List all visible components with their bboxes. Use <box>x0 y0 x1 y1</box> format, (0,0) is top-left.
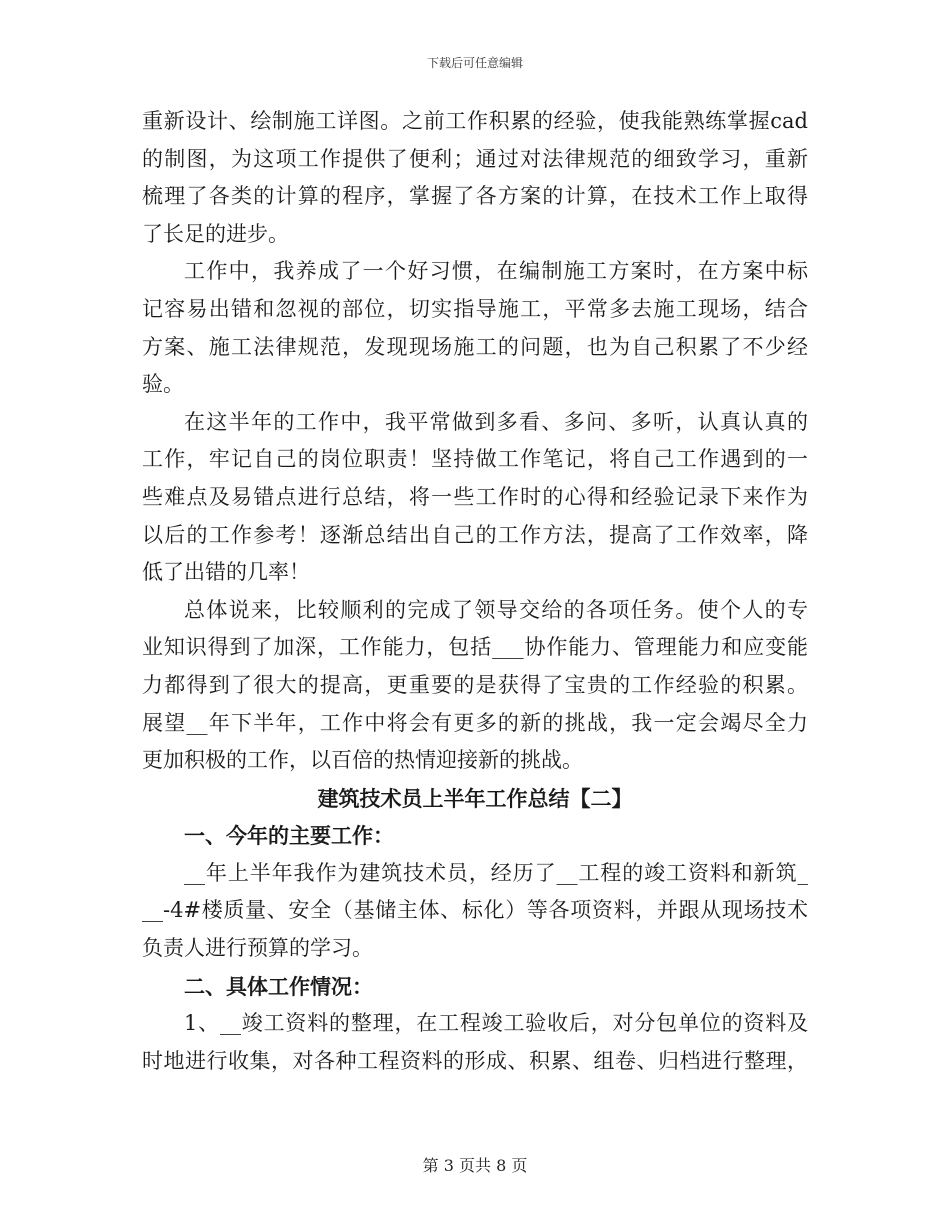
section-heading: 二、具体工作情况： <box>184 973 373 999</box>
body-line: 重新设计、绘制施工详图。之前工作积累的经验，使我能熟练掌握cad <box>142 109 808 133</box>
page-indicator: 第 3 页共 8 页 <box>422 1156 528 1175</box>
body-line: 验。 <box>142 372 184 397</box>
body-line: 负责人进行预算的学习。 <box>142 936 373 961</box>
header-note: 下载后可任意编辑 <box>426 56 523 70</box>
body-line: 的制图，为这项工作提供了便利；通过对法律规范的细致学习，重新 <box>142 146 808 171</box>
body-line: 工作，牢记自己的岗位职责！坚持做工作笔记，将自己工作遇到的一 <box>142 447 808 472</box>
body-line: 在这半年的工作中，我平常做到多看、多问、多听，认真认真的 <box>184 409 808 434</box>
body-line: 业知识得到了加深，工作能力，包括___协作能力、管理能力和应变能 <box>142 635 808 660</box>
body-line: 记容易出错和忽视的部位，切实指导施工，平常多去施工现场，结合 <box>142 296 808 321</box>
body-line: 展望__年下半年，工作中将会有更多的新的挑战，我一定会竭尽全力 <box>142 710 808 735</box>
section-title: 建筑技术员上半年工作总结【二】 <box>317 785 633 811</box>
body-line: __年上半年我作为建筑技术员，经历了__工程的竣工资料和新筑_ <box>184 860 808 885</box>
body-line: 工作中，我养成了一个好习惯，在编制施工方案时，在方案中标 <box>184 259 808 284</box>
body-line: 些难点及易错点进行总结，将一些工作时的心得和经验记录下来作为 <box>142 484 808 509</box>
body-line: 1、__竣工资料的整理，在工程竣工验收后，对分包单位的资料及 <box>184 1011 808 1036</box>
section-heading: 一、今年的主要工作： <box>184 823 394 849</box>
body-line: 更加积极的工作，以百倍的热情迎接新的挑战。 <box>142 748 583 773</box>
body-line: 力都得到了很大的提高，更重要的是获得了宝贵的工作经验的积累。 <box>142 672 808 697</box>
body-line: 方案、施工法律规范，发现现场施工的问题，也为自己积累了不少经 <box>142 334 808 359</box>
body-line: 低了出错的几率！ <box>142 560 310 585</box>
body-line: 以后的工作参考！逐渐总结出自己的工作方法，提高了工作效率，降 <box>142 522 808 547</box>
body-line: 梳理了各类的计算的程序，掌握了各方案的计算，在技术工作上取得 <box>142 184 808 209</box>
body-line: 时地进行收集，对各种工程资料的形成、积累、组卷、归档进行整理， <box>142 1048 808 1073</box>
body-line: 总体说来，比较顺利的完成了领导交给的各项任务。使个人的专 <box>184 597 808 622</box>
document-body <box>142 103 808 1080</box>
body-line: 了长足的进步。 <box>142 221 289 246</box>
body-line: __-4#楼质量、安全（基储主体、标化）等各项资料，并跟从现场技术 <box>142 898 808 923</box>
